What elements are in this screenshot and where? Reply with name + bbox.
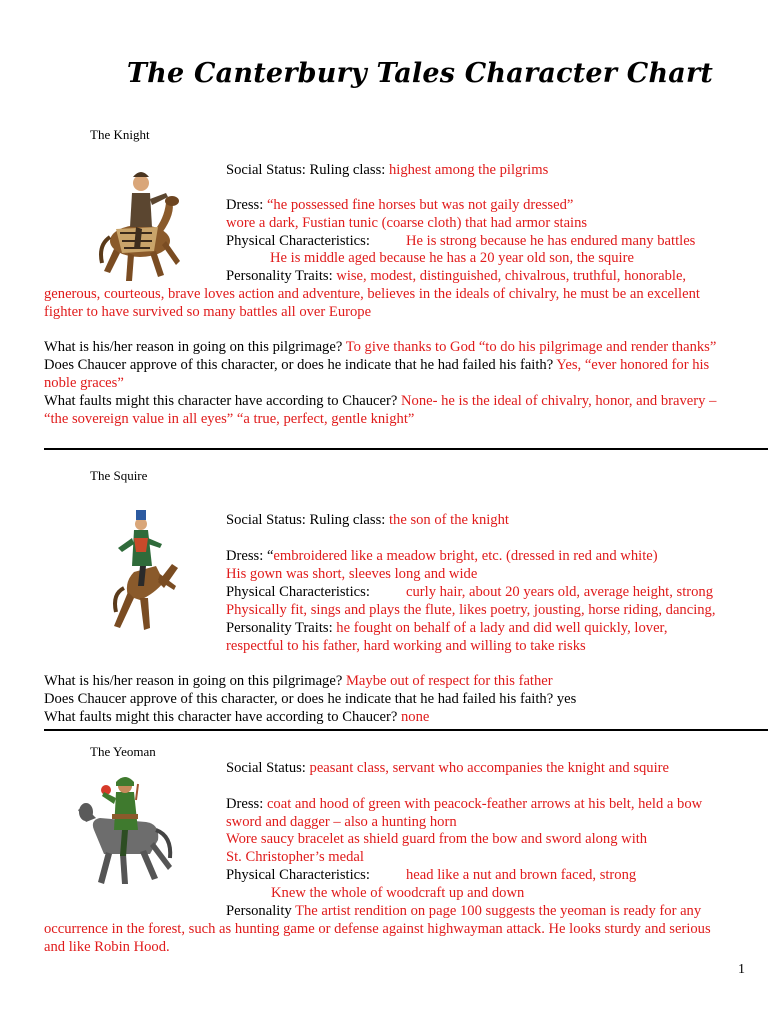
yeoman-physical-label: Physical Characteristics: [226,867,370,883]
social-status-label: Social Status: [226,760,310,776]
personality-label: Personality Traits: [226,268,337,284]
yeoman-heading: The Yeoman [90,744,156,759]
yeoman-personality [226,903,701,921]
social-status-label: Social Status: Ruling class: [226,162,389,178]
social-status-value: the son of the knight [388,512,509,528]
approve-question: Does Chaucer approve of this character, or does he indicate that he had failed his faith? [44,357,557,373]
knight-reason [44,339,716,357]
personality-value: The artist rendition on page 100 suggests the yeoman is ready for any [295,903,702,919]
personality-label: Personality [226,903,296,919]
faults-answer: none [401,709,430,725]
squire-physical-label: Physical Characteristics: [226,584,370,600]
knight-dress [226,197,573,215]
reason-answer: To give thanks to God “to do his pilgrimage and render thanks” [345,339,717,355]
yeoman-physical-value-continued: Knew the whole of woodcraft up and down [271,885,525,901]
yeoman-social-status [226,760,669,778]
social-status-value: peasant class, servant who accompanies the knight and squire [309,760,669,776]
knight-approve [44,357,709,375]
dress-label: Dress: [226,197,267,213]
squire-physical-value-continued: Physically fit, sings and plays the flute, likes poetry, jousting, horse riding, dancing, [226,602,716,618]
social-status-value: highest among the pilgrims [388,162,549,178]
knight-physical-label: Physical Characteristics: [226,233,370,249]
squire-heading: The Squire [90,468,148,483]
reason-question: What is his/her reason in going on this pilgrimage? [44,673,346,689]
knight-personality-continued-2: fighter to have survived so many battles all over Europe [44,304,372,320]
dress-label: Dress: “ [226,548,274,564]
yeoman-physical-value: head like a nut and brown faced, strong [406,867,637,883]
knight-personality [226,268,686,286]
social-status-label: Social Status: Ruling class: [226,512,389,528]
knight-physical-value-continued: He is middle aged because he has a 20 year old son, the squire [270,250,634,266]
yeoman-personality-continued-2: and like Robin Hood. [44,939,170,955]
squire-reason [44,673,553,691]
approve-answer: Yes, “ever honored for his [556,357,710,373]
squire-physical-value: curly hair, about 20 years old, average height, strong [406,584,714,600]
yeoman-illustration [76,770,176,890]
squire-social-status [226,512,509,530]
reason-question: What is his/her reason in going on this pilgrimage? [44,339,346,355]
knight-faults-continued: “the sovereign value in all eyes” “a true, perfect, gentle knight” [44,411,415,427]
personality-label: Personality Traits: [226,620,337,636]
faults-question: What faults might this character have according to Chaucer? [44,393,401,409]
squire-dress-continued: His gown was short, sleeves long and wide [226,566,478,582]
squire-illustration [104,508,184,633]
dress-value: embroidered like a meadow bright, etc. (dressed in red and white) [273,548,658,564]
personality-value: he fought on behalf of a lady and did well quickly, lover, [336,620,668,636]
squire-approve: Does Chaucer approve of this character, or does he indicate that he had failed his faith? yes [44,691,577,707]
knight-physical-value: He is strong because he has endured many battles [406,233,696,249]
knight-faults [44,393,716,411]
knight-heading: The Knight [90,127,150,142]
squire-faults [44,709,429,727]
yeoman-personality-continued: occurrence in the forest, such as hunting game or defense against highwayman attack. He looks sturdy and serious [44,921,711,937]
knight-dress-continued: wore a dark, Fustian tunic (coarse cloth) that had armor stains [226,215,588,231]
dress-value: “he possessed fine horses but was not gaily dressed” [266,197,574,213]
squire-personality [226,620,667,638]
knight-illustration [92,153,187,288]
section-divider [44,448,768,450]
yeoman-dress-continued: sword and dagger – also a hunting horn [226,814,457,830]
dress-label: Dress: [226,796,267,812]
page-number: 1 [738,962,745,977]
dress-value: coat and hood of green with peacock-feather arrows at his belt, held a bow [266,796,703,812]
personality-value: wise, modest, distinguished, chivalrous, truthful, honorable, [336,268,687,284]
faults-question: What faults might this character have according to Chaucer? [44,709,401,725]
knight-approve-continued: noble graces” [44,375,124,391]
reason-answer: Maybe out of respect for this father [345,673,553,689]
squire-dress [226,548,658,566]
squire-personality-continued: respectful to his father, hard working and willing to take risks [226,638,586,654]
page-title: The Canterbury Tales Character Chart [126,58,714,89]
yeoman-dress-continued-2: Wore saucy bracelet as shield guard from the bow and sword along with [226,831,648,847]
knight-personality-continued: generous, courteous, brave loves action and adventure, believes in the ideals of chivalry, he must be an excellent [44,286,700,302]
knight-social-status [226,162,548,180]
section-divider [44,729,768,731]
yeoman-dress [226,796,702,814]
faults-answer: None- he is the ideal of chivalry, honor, and bravery – [401,393,717,409]
yeoman-dress-continued-3: St. Christopher’s medal [226,849,364,865]
